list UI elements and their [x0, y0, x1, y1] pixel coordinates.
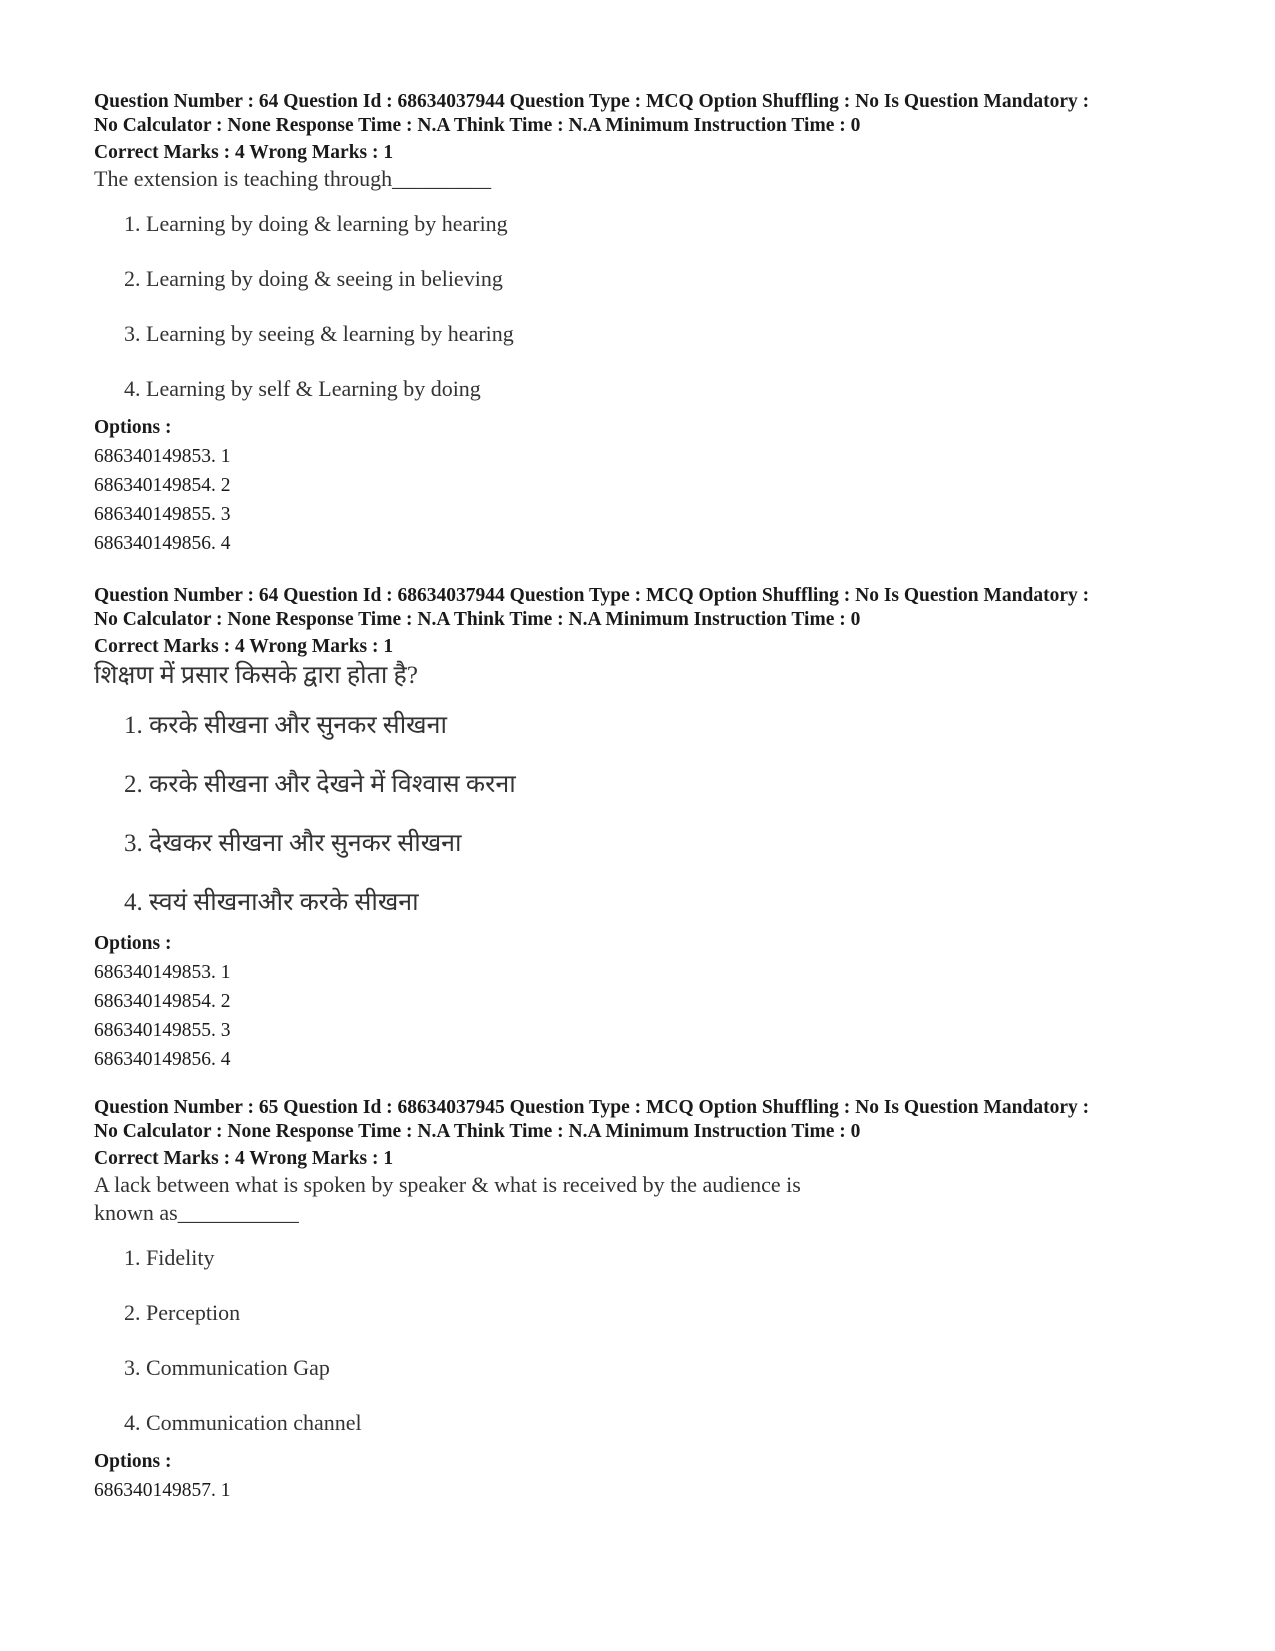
- answer-choice: 3. Communication Gap: [124, 1355, 330, 1380]
- answer-choice: 1. Fidelity: [124, 1245, 215, 1270]
- options-label: Options :: [94, 933, 172, 954]
- question-meta-line: No Calculator : None Response Time : N.A Think Time : N.A Minimum Instruction Time : 0: [94, 1121, 861, 1142]
- answer-choices: [94, 196, 1214, 416]
- option-id-list: [94, 1476, 1214, 1505]
- option-id-list: [94, 442, 1214, 558]
- question-meta-line: Question Number : 64 Question Id : 68634037944 Question Type : MCQ Option Shuffling : No Is Question Mandatory :: [94, 585, 1090, 606]
- question-block: [94, 1096, 1214, 1505]
- options-label: Options :: [94, 1451, 172, 1472]
- answer-choice: 1. करके सीखना और सुनकर सीखना: [124, 712, 447, 739]
- question-marks: Correct Marks : 4 Wrong Marks : 1: [94, 1148, 394, 1169]
- answer-choice: 4. Learning by self & Learning by doing: [124, 376, 481, 401]
- question-meta-line: Question Number : 65 Question Id : 68634037945 Question Type : MCQ Option Shuffling : No Is Question Mandatory :: [94, 1097, 1090, 1118]
- question-marks: Correct Marks : 4 Wrong Marks : 1: [94, 142, 394, 163]
- option-id: 686340149856. 4: [94, 533, 231, 554]
- question-text: The extension is teaching through_________: [94, 166, 492, 191]
- question-meta-line: No Calculator : None Response Time : N.A Think Time : N.A Minimum Instruction Time : 0: [94, 115, 861, 136]
- options-label: Options :: [94, 417, 172, 438]
- answer-choice: 3. Learning by seeing & learning by hearing: [124, 321, 514, 346]
- question-text: शिक्षण में प्रसार किसके द्वारा होता है?: [94, 662, 418, 689]
- question-marks: Correct Marks : 4 Wrong Marks : 1: [94, 636, 394, 657]
- option-id: 686340149855. 3: [94, 504, 231, 525]
- answer-choice: 2. Learning by doing & seeing in believing: [124, 266, 503, 291]
- option-id: 686340149854. 2: [94, 475, 231, 496]
- answer-choices: [94, 1230, 1214, 1450]
- question-block: [94, 90, 1214, 558]
- answer-choice: 3. देखकर सीखना और सुनकर सीखना: [124, 830, 462, 857]
- option-id: 686340149853. 1: [94, 962, 231, 983]
- option-id: 686340149855. 3: [94, 1020, 231, 1041]
- question-text: A lack between what is spoken by speaker & what is received by the audience is: [94, 1172, 801, 1197]
- question-text: known as___________: [94, 1200, 299, 1225]
- option-id-list: [94, 958, 1214, 1074]
- option-id: 686340149857. 1: [94, 1480, 231, 1501]
- question-block: [94, 584, 1214, 1074]
- answer-choice: 1. Learning by doing & learning by hearing: [124, 211, 508, 236]
- answer-choice: 2. करके सीखना और देखने में विश्वास करना: [124, 771, 516, 798]
- option-id: 686340149853. 1: [94, 446, 231, 467]
- question-meta-line: Question Number : 64 Question Id : 68634037944 Question Type : MCQ Option Shuffling : No Is Question Mandatory :: [94, 91, 1090, 112]
- question-meta-line: No Calculator : None Response Time : N.A Think Time : N.A Minimum Instruction Time : 0: [94, 609, 861, 630]
- option-id: 686340149856. 4: [94, 1049, 231, 1070]
- option-id: 686340149854. 2: [94, 991, 231, 1012]
- answer-choice: 4. स्वयं सीखनाऔर करके सीखना: [124, 889, 419, 916]
- answer-choice: 4. Communication channel: [124, 1410, 362, 1435]
- answer-choices: [94, 696, 1214, 932]
- answer-choice: 2. Perception: [124, 1300, 241, 1325]
